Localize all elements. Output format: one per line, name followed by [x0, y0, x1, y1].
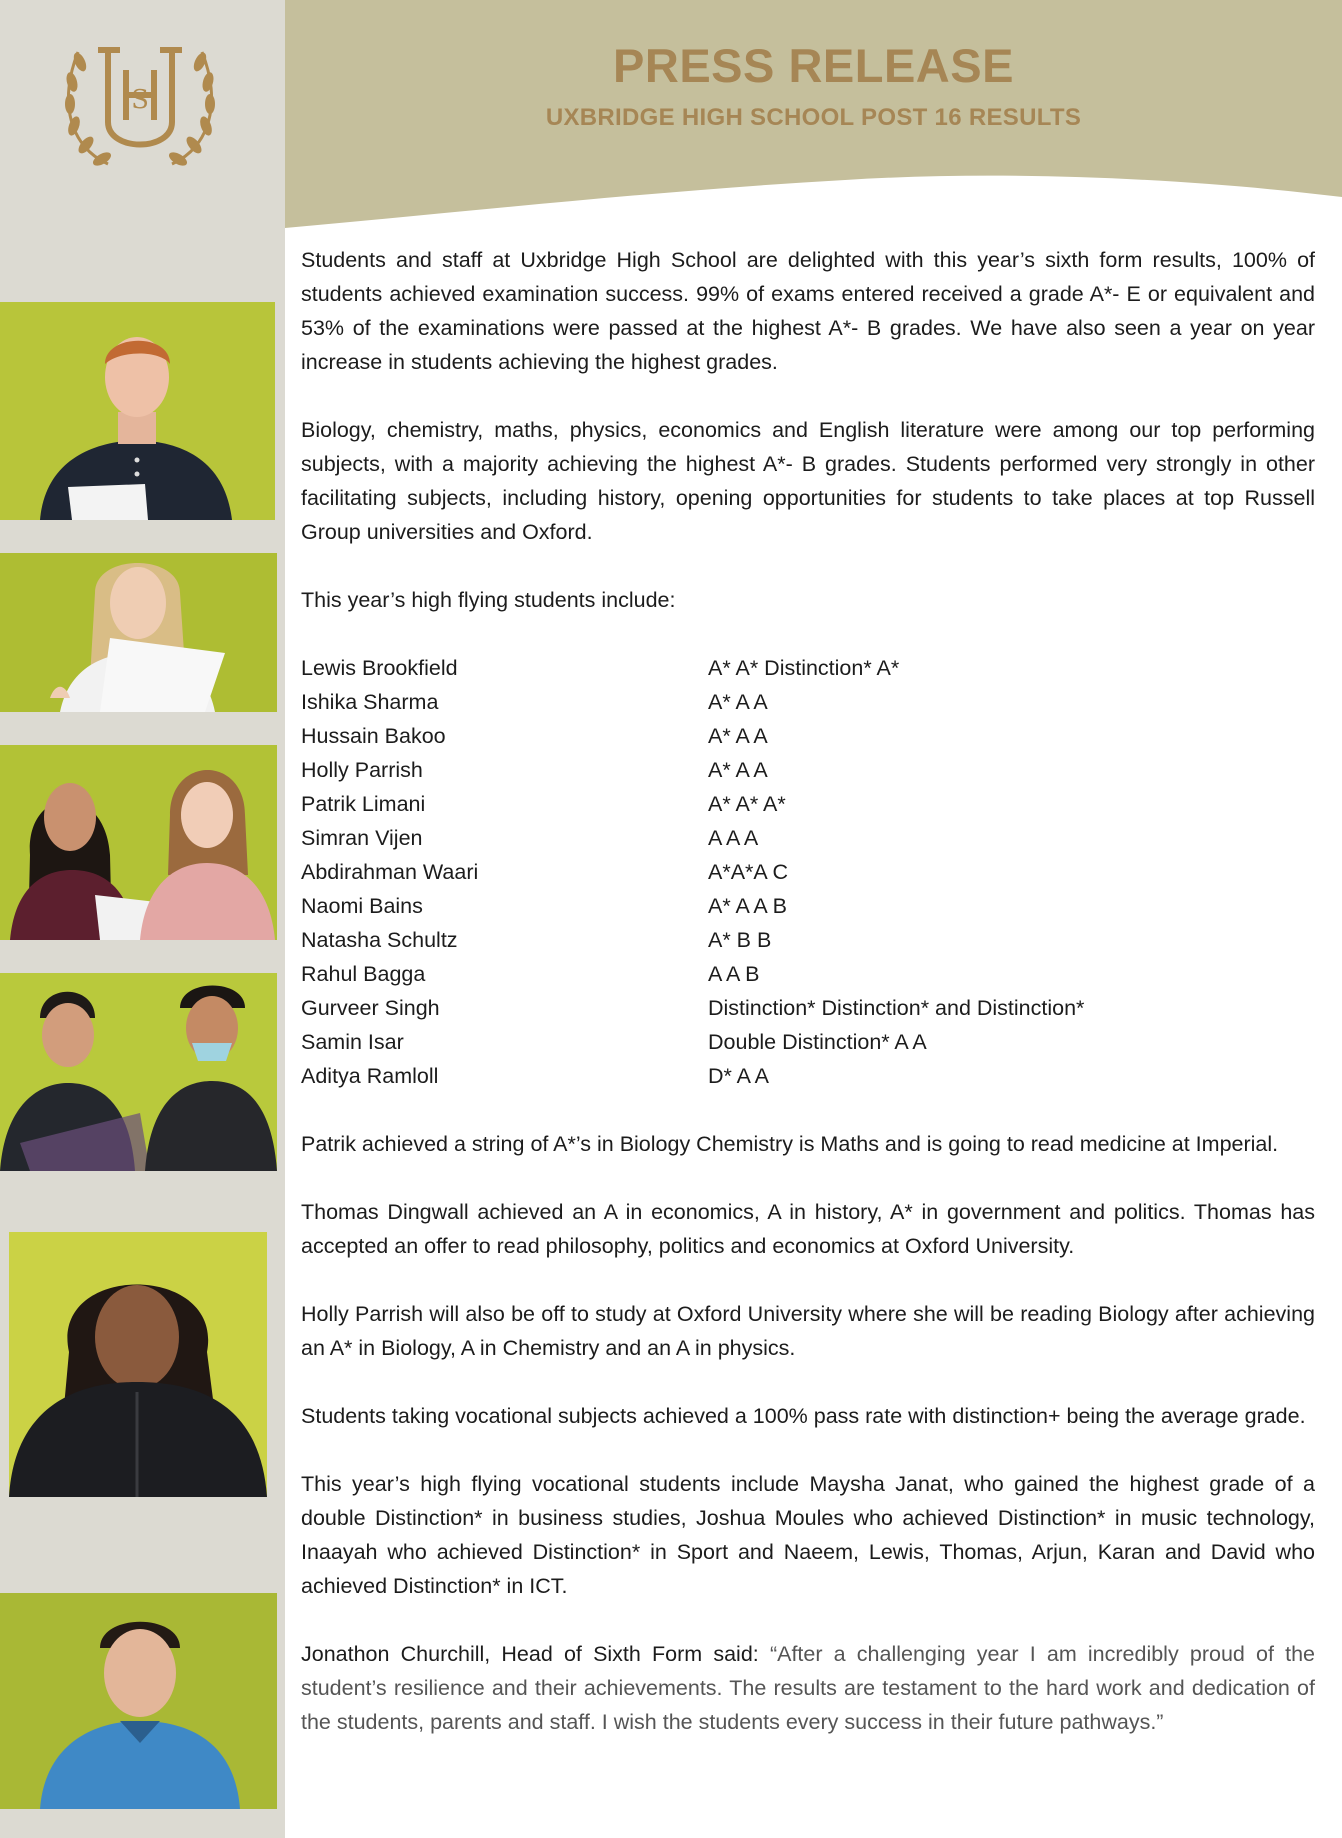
result-row [301, 991, 1315, 1025]
result-row [301, 685, 1315, 719]
thomas-paragraph: Thomas Dingwall achieved an A in economics, A in history, A* in government and politics. Thomas has accepted an offer to read philosophy, politics and economics at Oxford University. [301, 1200, 1315, 1258]
student-grades: A A B [708, 962, 760, 986]
result-row [301, 651, 1315, 685]
student-grades: A*A*A C [708, 860, 789, 884]
result-row [301, 1025, 1315, 1059]
left-sidebar [0, 0, 285, 1838]
quote-text: “After a challenging year I am incredibly proud of the student’s resilience and their achievements. The results are testament to the hard work and dedication of the students, parents and staff. I wish the students every success in their future pathways.” [301, 1642, 1316, 1734]
result-row [301, 719, 1315, 753]
student-grades: D* A A [708, 1064, 769, 1088]
student-name: Samin Isar [301, 1030, 404, 1054]
student-photo-2 [0, 553, 277, 712]
student-name: Ishika Sharma [301, 690, 439, 714]
student-grades: Double Distinction* A A [708, 1030, 927, 1054]
page-subtitle: UXBRIDGE HIGH SCHOOL POST 16 RESULTS [545, 104, 1082, 131]
student-name: Patrik Limani [301, 792, 426, 816]
student-name: Lewis Brookfield [301, 656, 458, 680]
head-of-sixth-form-quote [301, 1637, 1315, 1739]
student-name: Rahul Bagga [301, 962, 426, 986]
student-name: Natasha Schultz [301, 928, 458, 952]
patrik-paragraph: Patrik achieved a string of A*’s in Biology Chemistry is Maths and is going to read medicine at Imperial. [301, 1132, 1279, 1156]
vocational-paragraph: Students taking vocational subjects achieved a 100% pass rate with distinction+ being the average grade. [301, 1404, 1306, 1428]
student-grades: A A A [708, 826, 759, 850]
result-row [301, 787, 1315, 821]
result-row [301, 855, 1315, 889]
vocational-students-paragraph: This year’s high flying vocational students include Maysha Janat, who gained the highest grade of a double Distinction* in business studies, Joshua Moules who achieved Distinction* in music technology, Inaayah who achieved Distinction* in Sport and Naeem, Lewis, Thomas, Arjun, Karan and David who achieved Distinction* in ICT. [301, 1472, 1315, 1598]
student-photo-6 [0, 1593, 277, 1809]
student-grades: A* A A B [708, 894, 787, 918]
student-grades: A* A* Distinction* A* [708, 656, 900, 680]
student-photo-1 [0, 302, 275, 520]
header-banner [285, 0, 1342, 232]
student-photo-5 [9, 1232, 267, 1497]
result-row [301, 957, 1315, 991]
student-photo-3 [0, 745, 277, 940]
result-row [301, 1059, 1315, 1093]
subjects-paragraph: Biology, chemistry, maths, physics, economics and English literature were among our top performing subjects, with a majority achieving the highest A*- B grades. Students performed very strongly in other facilitating subjects, including history, opening opportunities for students to take places at top Russell Group universities and Oxford. [301, 418, 1315, 544]
student-name: Abdirahman Waari [301, 860, 479, 884]
page-title: PRESS RELEASE [613, 39, 1014, 92]
result-row [301, 821, 1315, 855]
student-grades: A* A* A* [708, 792, 786, 816]
school-crest-logo [50, 22, 230, 182]
student-name: Naomi Bains [301, 894, 423, 918]
results-list [301, 651, 1315, 1093]
student-photo-4 [0, 973, 277, 1171]
student-name: Aditya Ramloll [301, 1064, 439, 1088]
student-name: Gurveer Singh [301, 996, 440, 1020]
svg-text:S: S [131, 85, 149, 115]
result-row [301, 923, 1315, 957]
intro-paragraph: Students and staff at Uxbridge High School are delighted with this year’s sixth form results, 100% of students achieved examination success. 99% of exams entered received a grade A*- E or equivalent and 53% of the examinations were passed at the highest A*- B grades. We have also seen a year on year increase in students achieving the highest grades. [301, 248, 1315, 374]
student-grades: A* B B [708, 928, 772, 952]
student-grades: A* A A [708, 724, 768, 748]
high-flyers-intro: This year’s high flying students include: [301, 588, 676, 612]
student-name: Hussain Bakoo [301, 724, 446, 748]
student-grades: A* A A [708, 758, 768, 782]
result-row [301, 753, 1315, 787]
quote-attribution: Jonathon Churchill, Head of Sixth Form said: [301, 1642, 770, 1666]
press-release-body [301, 243, 1315, 1773]
student-grades: A* A A [708, 690, 768, 714]
holly-paragraph: Holly Parrish will also be off to study at Oxford University where she will be reading Biology after achieving an A* in Biology, A in Chemistry and an A in physics. [301, 1302, 1315, 1360]
student-name: Simran Vijen [301, 826, 423, 850]
student-name: Holly Parrish [301, 758, 423, 782]
student-grades: Distinction* Distinction* and Distinction* [708, 996, 1085, 1020]
result-row [301, 889, 1315, 923]
